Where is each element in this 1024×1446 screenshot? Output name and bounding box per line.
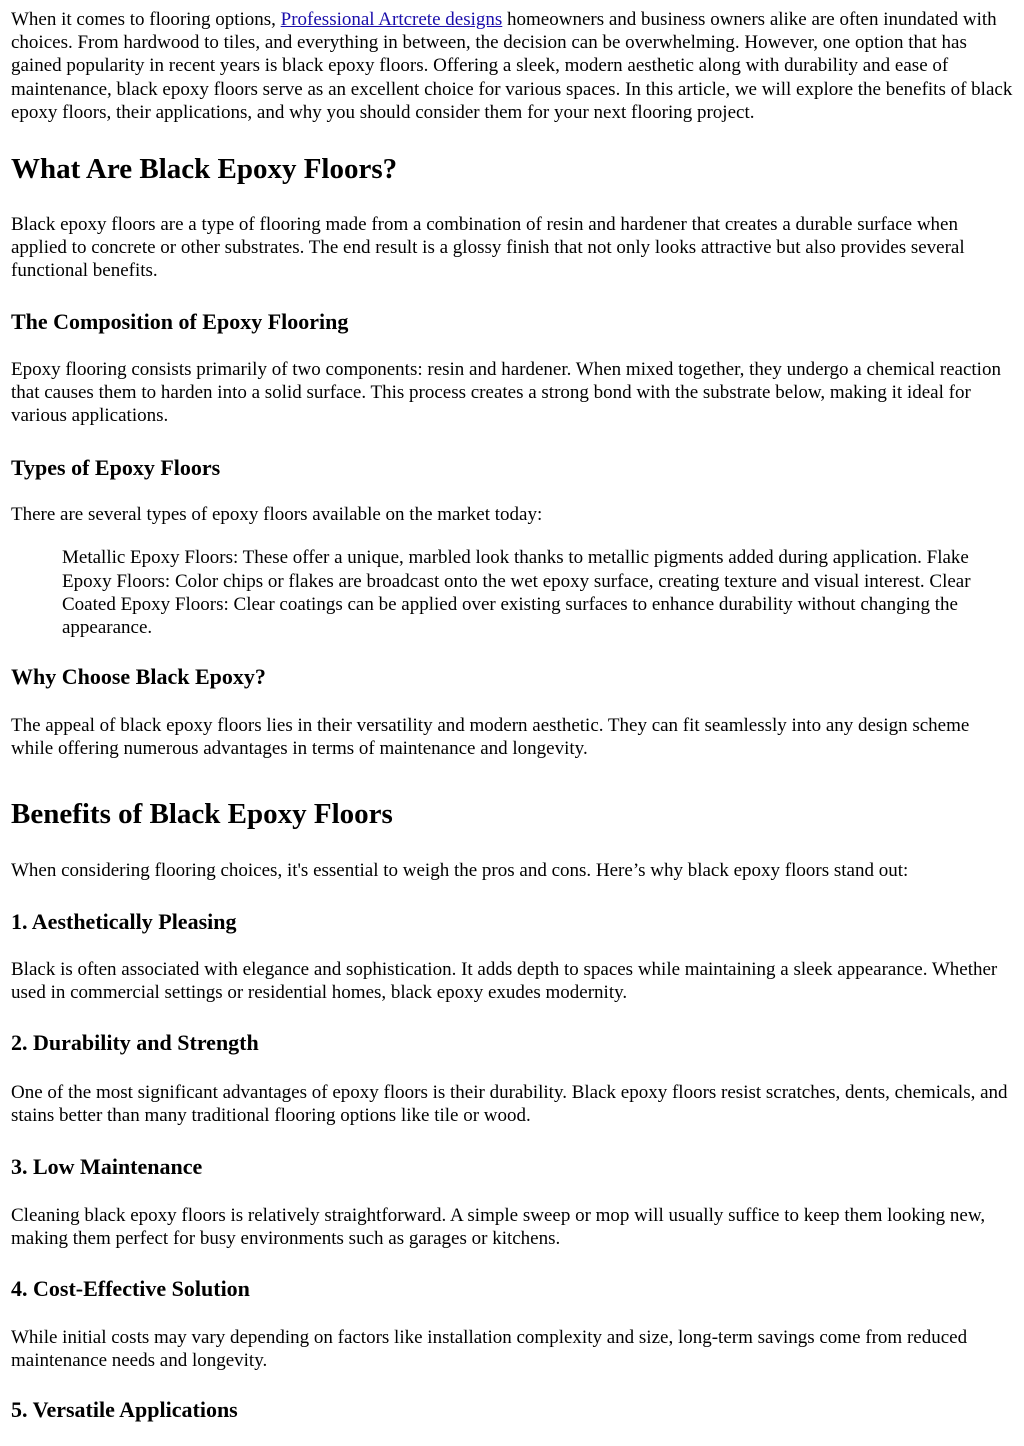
- heading-types-of-epoxy-floors: Types of Epoxy Floors: [11, 455, 221, 481]
- paragraph-low-maintenance: Cleaning black epoxy floors is relatively straightforward. A simple sweep or mop will usually suffice to keep them looking new, making them perfect for busy environments such as garages or kitchens.: [11, 1204, 986, 1249]
- paragraph-cost-effective-solution: While initial costs may vary depending on factors like installation complexity and size, long-term savings come from reduced maintenance needs and longevity.: [11, 1327, 968, 1372]
- types-blockquote-text: Metallic Epoxy Floors: These offer a unique, marbled look thanks to metallic pigments added during application. Flake Epoxy Floors: Color chips or flakes are broadcast onto the wet epoxy surface, creating texture and visual interest. Clear Coated Epoxy Floors: Clear coatings can be applied over existing surfaces to enhance durability without changing the appearance.: [62, 547, 971, 639]
- heading-benefits-of-black-epoxy-floors: Benefits of Black Epoxy Floors: [11, 797, 393, 830]
- paragraph-durability-and-strength: One of the most significant advantages of epoxy floors is their durability. Black epoxy floors resist scratches, dents, chemicals, and stains better than many traditional flooring options like tile or wood.: [11, 1082, 1008, 1127]
- intro-text-after-link: homeowners and business owners alike are often inundated with choices. From hardwood to tiles, and everything in between, the decision can be overwhelming. However, one option that has gained popularity in recent years is black epoxy floors. Offering a sleek, modern aesthetic along with durability and ease of maintenance, black epoxy floors serve as an excellent choice for various spaces. In this article, we will explore the benefits of black epoxy floors, their applications, and why you should consider them for your next flooring project.: [11, 9, 1013, 123]
- professional-artcrete-designs-link[interactable]: Professional Artcrete designs: [280, 9, 503, 30]
- paragraph-what-are-black-epoxy-floors: Black epoxy floors are a type of flooring made from a combination of resin and hardener that creates a durable surface when applied to concrete or other substrates. The end result is a glossy finish that not only looks attractive but also provides several functional benefits.: [11, 214, 965, 282]
- paragraph-types-of-epoxy-floors: There are several types of epoxy floors available on the market today:: [11, 504, 543, 526]
- heading-what-are-black-epoxy-floors: What Are Black Epoxy Floors?: [11, 153, 398, 186]
- types-blockquote: [62, 546, 1013, 639]
- paragraph-why-choose-black-epoxy: The appeal of black epoxy floors lies in their versatility and modern aesthetic. They can fit seamlessly into any design scheme while offering numerous advantages in terms of maintenance and longevity.: [11, 715, 970, 760]
- heading-cost-effective-solution: 4. Cost-Effective Solution: [11, 1276, 250, 1302]
- heading-durability-and-strength: 2. Durability and Strength: [11, 1030, 259, 1056]
- heading-versatile-applications: 5. Versatile Applications: [11, 1397, 238, 1423]
- intro-text-before-link: When it comes to flooring options,: [11, 9, 281, 30]
- heading-why-choose-black-epoxy: Why Choose Black Epoxy?: [11, 664, 266, 690]
- heading-low-maintenance: 3. Low Maintenance: [11, 1153, 203, 1179]
- intro-paragraph: [11, 8, 1013, 124]
- paragraph-composition: Epoxy flooring consists primarily of two components: resin and hardener. When mixed together, they undergo a chemical reaction that causes them to harden into a solid surface. This process creates a strong bond with the substrate below, making it ideal for various applications.: [11, 358, 1001, 427]
- paragraph-aesthetically-pleasing: Black is often associated with elegance and sophistication. It adds depth to spaces while maintaining a sleek appearance. Whether used in commercial settings or residential homes, black epoxy exudes modernity.: [11, 958, 998, 1004]
- heading-composition: The Composition of Epoxy Flooring: [11, 308, 349, 334]
- paragraph-benefits-intro: When considering flooring choices, it's essential to weigh the pros and cons. Here’s why black epoxy floors stand out:: [11, 859, 909, 881]
- heading-aesthetically-pleasing: 1. Aesthetically Pleasing: [11, 908, 237, 934]
